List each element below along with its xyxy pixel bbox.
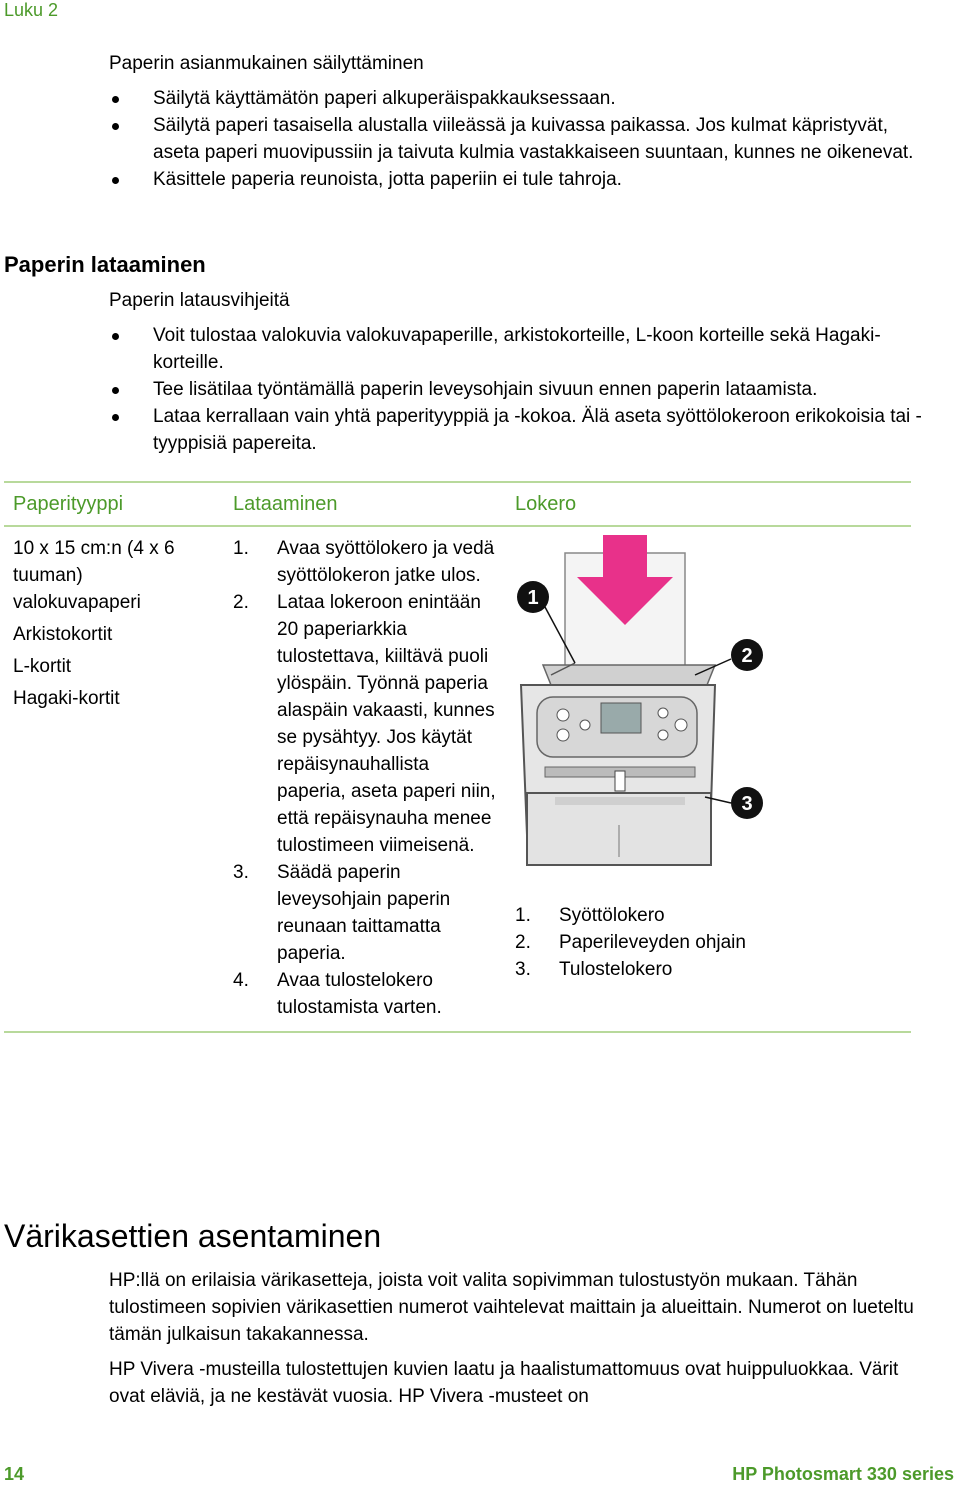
lcd-screen bbox=[601, 703, 641, 733]
table-row bbox=[4, 526, 911, 1032]
storage-bullet-list bbox=[109, 85, 939, 193]
paper-type: L-kortit bbox=[13, 656, 72, 677]
panel-button-icon bbox=[580, 720, 590, 730]
list-item: 4. Avaa tulostelokero tulostamista varten. bbox=[233, 970, 442, 1018]
panel-button-icon bbox=[557, 709, 569, 721]
list-item: Lataa kerrallaan vain yhtä paperityyppiä ja -kokoa. Älä aseta syöttölokeroon erikokoisia tai -tyyppisiä papereita. bbox=[109, 403, 939, 457]
callout-number: 3 bbox=[741, 793, 753, 815]
panel-button-icon bbox=[675, 719, 687, 731]
bullet-dot bbox=[112, 414, 119, 421]
width-guide bbox=[615, 771, 625, 791]
paper-type: Arkistokortit bbox=[13, 624, 113, 645]
cartridges-paragraph: HP:llä on erilaisia värikasetteja, joista voit valita sopivimman tulostustyön mukaan. Tähän tulostimeen sopivien värikasettien numerot vaihtelevat maittain ja alueittain. Numerot on lueteltu tämän julkaisun takakannessa. bbox=[109, 1270, 914, 1345]
bullet-dot bbox=[112, 123, 119, 130]
loading-steps bbox=[233, 535, 497, 1021]
paper-loading-table bbox=[4, 481, 911, 1033]
paper-type: 10 x 15 cm:n (4 x 6 tuuman) valokuvapaperi bbox=[13, 538, 175, 613]
list-item: 1. Syöttölokero bbox=[515, 905, 665, 926]
bullet-dot bbox=[112, 177, 119, 184]
cartridges-paragraph: HP Vivera -musteilla tulostettujen kuvien laatu ja haalistumattomuus ovat huippuluokkaa. Värit ovat eläviä, ja ne kestävät vuosia. HP Vivera -musteet on bbox=[109, 1359, 899, 1407]
bullet-dot bbox=[112, 387, 119, 394]
printer-illustration bbox=[515, 535, 775, 880]
storage-title: Paperin asianmukainen säilyttäminen bbox=[109, 53, 424, 74]
page-number: 14 bbox=[4, 1464, 25, 1484]
footer-title: HP Photosmart 330 series bbox=[732, 1464, 954, 1484]
bullet-dot bbox=[112, 96, 119, 103]
list-item: Säilytä paperi tasaisella alustalla viileässä ja kuivassa paikassa. Jos kulmat käpristyvät, aseta paperi muovipussiin ja taivuta kulmia vastakkaiseen suuntaan, kunnes ne oikenevat. bbox=[109, 112, 939, 166]
loading-subtitle: Paperin latausvihjeitä bbox=[109, 290, 290, 311]
list-item: Tee lisätilaa työntämällä paperin leveysohjain sivuun ennen paperin lataamista. bbox=[109, 376, 939, 403]
list-item: 1. Avaa syöttölokero ja vedä syöttölokeron jatke ulos. bbox=[233, 538, 495, 586]
list-item: Käsittele paperia reunoista, jotta paperiin ei tule tahroja. bbox=[109, 166, 939, 193]
list-item: 3. Tulostelokero bbox=[515, 959, 673, 980]
list-item: Voit tulostaa valokuvia valokuvapaperille, arkistokorteille, L-koon korteille sekä Hagaki-korteille. bbox=[109, 322, 939, 376]
section-heading: Paperin lataaminen bbox=[4, 252, 206, 277]
loading-bullet-list bbox=[109, 322, 939, 457]
callout-number: 1 bbox=[527, 587, 539, 609]
paper-type: Hagaki-kortit bbox=[13, 688, 120, 709]
paper-type-cell bbox=[4, 526, 224, 1032]
callout-number: 2 bbox=[741, 645, 753, 667]
panel-button-icon bbox=[658, 708, 668, 718]
list-item: Säilytä käyttämätön paperi alkuperäispakkauksessaan. bbox=[109, 85, 939, 112]
column-header-paper-type: Paperityyppi bbox=[4, 482, 224, 526]
panel-button-icon bbox=[557, 729, 569, 741]
tray-legend bbox=[515, 902, 902, 983]
bullet-dot bbox=[112, 333, 119, 340]
column-header-loading: Lataaminen bbox=[224, 482, 506, 526]
loading-steps-cell bbox=[224, 526, 506, 1032]
section-heading: Värikasettien asentaminen bbox=[4, 1218, 382, 1254]
column-header-tray: Lokero bbox=[506, 482, 911, 526]
list-item: 2. Paperileveyden ohjain bbox=[515, 932, 746, 953]
list-item: 3. Säädä paperin leveysohjain paperin reunaan taittamatta paperia. bbox=[233, 862, 451, 964]
panel-button-icon bbox=[658, 730, 668, 740]
list-item: 2. Lataa lokeroon enintään 20 paperiarkkia tulostettava, kiiltävä puoli ylöspäin. Työnnä paperia alaspäin vakaasti, kunnes se pysähtyy. Jos käytät repäisynauhallista paperia, aseta paperi niin, että repäisynauha menee tulostimeen viimeisenä. bbox=[233, 592, 496, 856]
chapter-label: Luku 2 bbox=[4, 0, 59, 20]
tray-cell bbox=[506, 526, 911, 1032]
input-tray-shape bbox=[543, 665, 715, 685]
